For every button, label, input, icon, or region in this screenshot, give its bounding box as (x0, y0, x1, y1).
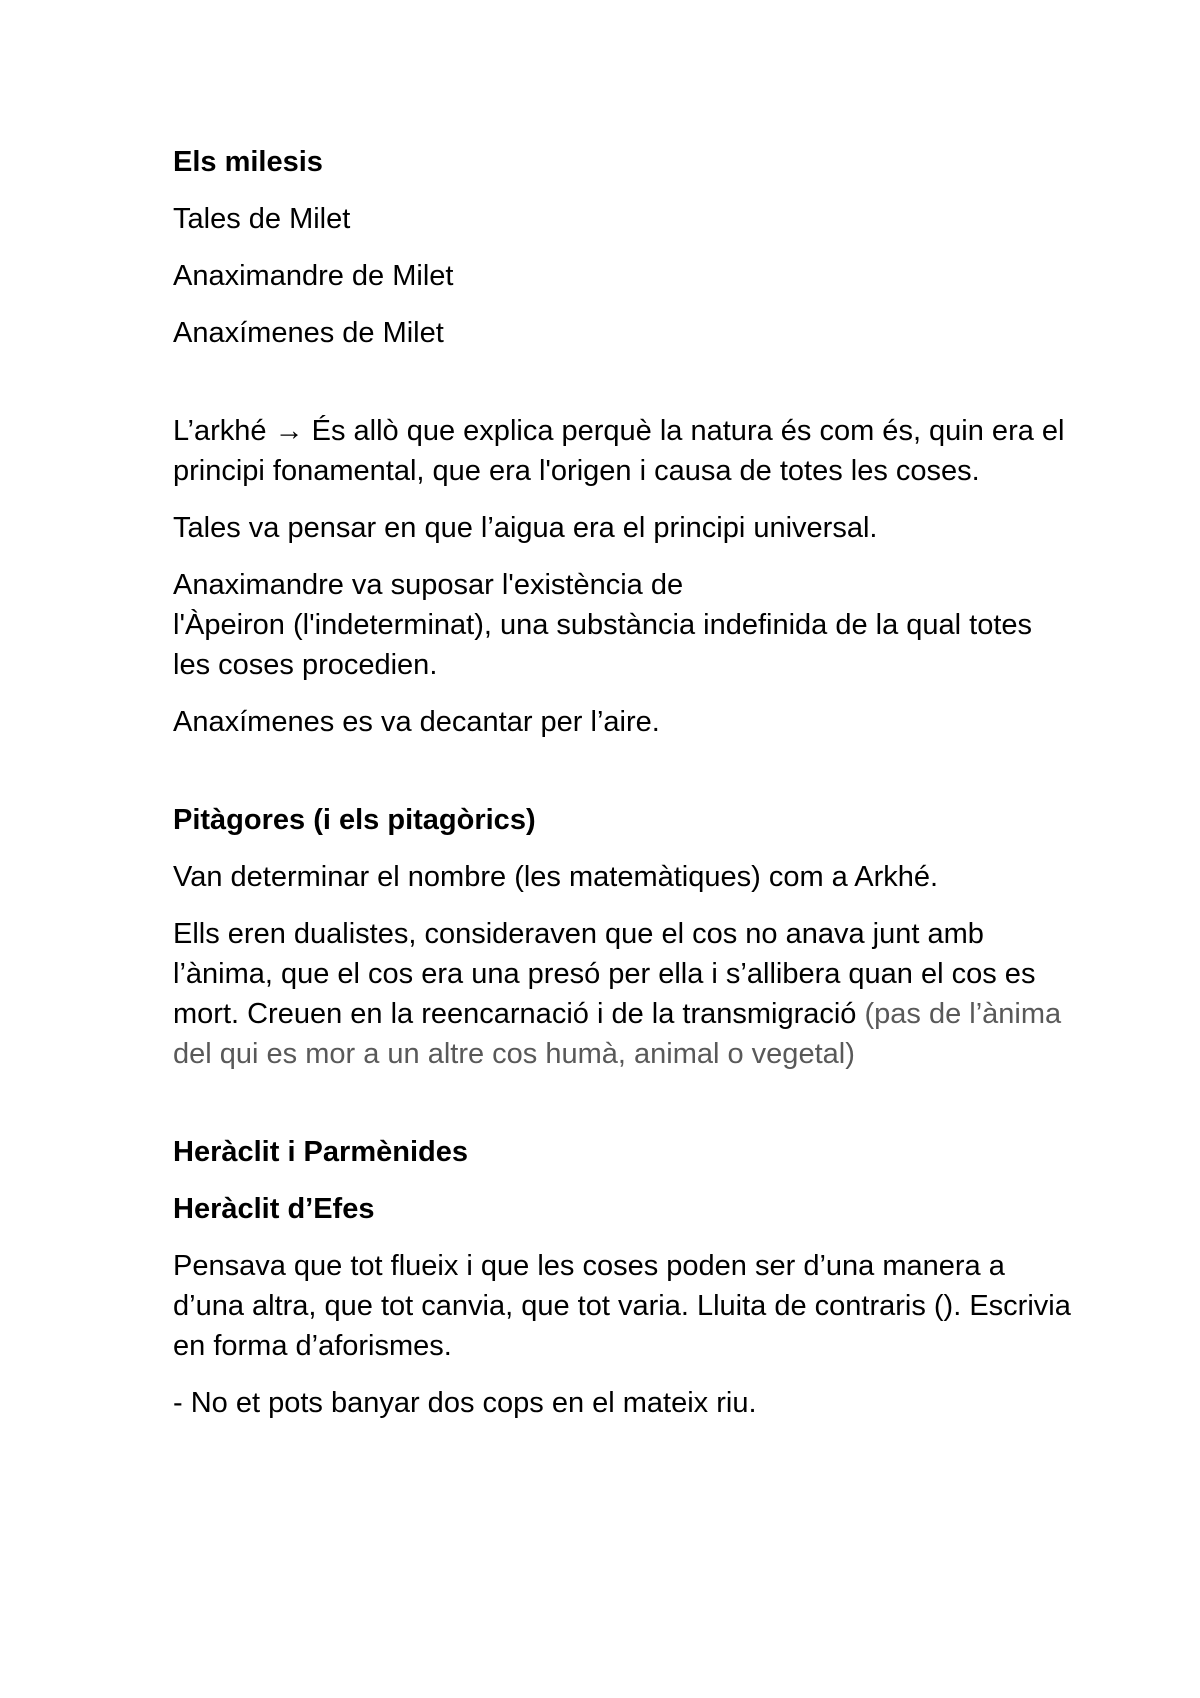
section-heading-heraclit-parmenides: Heràclit i Parmènides (173, 1136, 468, 1168)
paragraph-anaximandre-line2: l'Àpeiron (l'indeterminat), una substància indefinida de la qual totes les coses procedien. (173, 609, 1033, 681)
paragraph-tales: Tales va pensar en que l’aigua era el principi universal. (173, 512, 878, 544)
arkhe-term: L’arkhé (173, 415, 267, 447)
paragraph-pitagores-dualistes (173, 914, 1073, 1074)
paragraph-anaximandre-line1: Anaximandre va suposar l'existència de (173, 569, 684, 601)
paragraph-anaximenes: Anaxímenes es va decantar per l’aire. (173, 706, 660, 738)
paragraph-heraclit: Pensava que tot flueix i que les coses poden ser d’una manera a d’una altra, que tot canvia, que tot varia. Lluita de contraris (). Escrivia en forma d’aforismes. (173, 1250, 1071, 1362)
arkhe-definition (173, 411, 1073, 491)
philosopher-name: Tales de Milet (173, 203, 351, 235)
philosopher-name: Anaximandre de Milet (173, 260, 454, 292)
section-heading-milesis: Els milesis (173, 146, 323, 178)
document-body (173, 142, 1073, 1423)
paragraph-pitagores-arkhe: Van determinar el nombre (les matemàtiques) com a Arkhé. (173, 861, 939, 893)
arkhe-definition-text: És allò que explica perquè la natura és com és, quin era el principi fonamental, que era l'origen i causa de totes les coses. (173, 415, 1065, 487)
subheading-heraclit: Heràclit d’Efes (173, 1193, 375, 1225)
philosopher-name: Anaxímenes de Milet (173, 317, 444, 349)
section-heading-pitagores: Pitàgores (i els pitagòrics) (173, 804, 536, 836)
aforisme-item: - No et pots banyar dos cops en el mateix riu. (173, 1387, 757, 1419)
dualistes-text: Ells eren dualistes, consideraven que el cos no anava junt amb l’ànima, que el cos era una presó per ella i s’allibera quan el cos es mort. Creuen en la reencarnació i de la transmigració (173, 918, 1036, 1030)
transmigracio-note: (pas de l’ànima del qui es mor a un altre cos humà, animal o vegetal) (173, 998, 1062, 1070)
right-arrow-icon: → (274, 415, 304, 447)
